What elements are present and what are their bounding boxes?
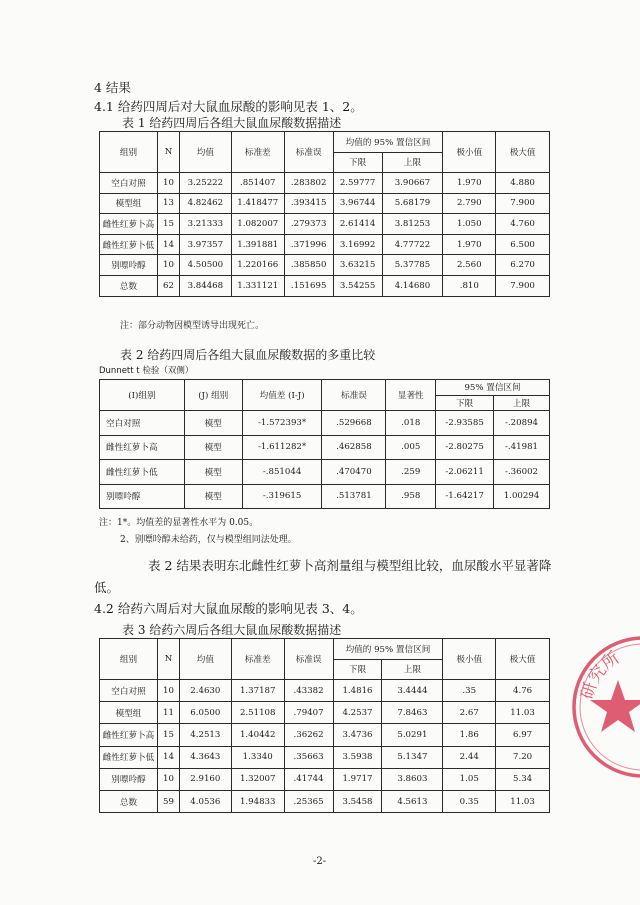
table-cell: .851407	[231, 173, 284, 194]
table-cell: 1.418477	[231, 193, 284, 214]
table-cell: 3.96744	[333, 193, 382, 214]
t1-header-mean: 均值	[179, 132, 231, 173]
seal-icon	[568, 632, 640, 782]
table-cell: .393415	[284, 193, 333, 214]
t1-header-max: 极大值	[496, 132, 550, 173]
table-cell: 3.5938	[333, 746, 382, 768]
table-cell: 4.14680	[382, 275, 443, 296]
table-cell: 15	[157, 724, 179, 746]
table-cell: -1.572393*	[242, 411, 322, 436]
t2-header-diff: 均值差 (I-J)	[242, 380, 322, 411]
table-cell: .513781	[322, 484, 386, 509]
table-cell: .79407	[284, 702, 333, 724]
table-cell: 14	[157, 746, 179, 768]
table-cell: 2.560	[443, 255, 496, 276]
table-cell: 4.2537	[333, 702, 382, 724]
t3-header-ci-lower: 下限	[333, 659, 382, 680]
t3-header-group: 组别	[100, 639, 158, 680]
table-cell: .35	[443, 680, 496, 702]
t2-header-ci: 95% 置信区间	[436, 380, 550, 396]
t1-header-ci-lower: 下限	[333, 152, 382, 173]
subsection-heading-4-1: 4.1 给药四周后对大鼠血尿酸的影响见表 1、2。	[94, 99, 363, 114]
table-cell: 2.4630	[179, 680, 231, 702]
table-cell: 2.44	[443, 746, 496, 768]
table-cell: 3.21333	[179, 214, 231, 235]
table3-row	[100, 746, 550, 768]
t1-header-se: 标准误	[284, 132, 333, 173]
table-cell: 1.40442	[231, 724, 284, 746]
table-cell: 5.0291	[382, 724, 443, 746]
table-cell: 2.790	[443, 193, 496, 214]
table-cell: .371996	[284, 234, 333, 255]
table2	[99, 379, 550, 509]
table3-caption: 表 3 给药六周后各组大鼠血尿酸数据描述	[122, 623, 342, 637]
table-cell: .462858	[322, 435, 386, 460]
table-cell: 2.51108	[231, 702, 284, 724]
table-cell: 1.4816	[333, 680, 382, 702]
row-label-cell: 总数	[100, 790, 158, 812]
row-label-cell: 别嘌呤醇	[100, 484, 185, 509]
table-cell: 3.4736	[333, 724, 382, 746]
t1-header-min: 极小值	[443, 132, 496, 173]
table-cell: 模型	[184, 460, 242, 485]
table-cell: 2.61414	[333, 214, 382, 235]
table-cell: 模型	[184, 484, 242, 509]
subsection-heading-4-2: 4.2 给药六周后对大鼠血尿酸的影响见表 3、4。	[94, 601, 363, 616]
table3	[99, 638, 550, 813]
table-cell: 13	[157, 193, 179, 214]
table-cell: .259	[386, 460, 436, 485]
table-cell: .283802	[284, 173, 333, 194]
table-cell: 1.391881	[231, 234, 284, 255]
table3-row	[100, 702, 550, 724]
table1-caption: 表 1 给药四周后各组大鼠血尿酸数据描述	[122, 116, 342, 130]
table-cell: 1.32007	[231, 768, 284, 790]
t1-header-n: N	[157, 132, 179, 173]
table-cell: 0.35	[443, 790, 496, 812]
result-paragraph-line1: 表 2 结果表明东北雌性红萝卜高剂量组与模型组比较，血尿酸水平显著降	[148, 558, 552, 573]
t1-header-sd: 标准差	[231, 132, 284, 173]
table-cell: 模型	[184, 435, 242, 460]
table-cell: 4.3643	[179, 746, 231, 768]
table-cell: .958	[386, 484, 436, 509]
table-cell: 3.8603	[382, 768, 443, 790]
t2-header-se: 标准误	[322, 380, 386, 411]
table-cell: 7.900	[496, 193, 550, 214]
row-label-cell: 雌性红萝卜高	[100, 435, 185, 460]
table-cell: -2.93585	[436, 411, 494, 436]
table-cell: 10	[157, 768, 179, 790]
table-cell: 3.4444	[382, 680, 443, 702]
table-cell: .279373	[284, 214, 333, 235]
table-cell: .470470	[322, 460, 386, 485]
row-label-cell: 空白对照	[100, 680, 158, 702]
table-cell: 7.8463	[382, 702, 443, 724]
row-label-cell: 雌性红萝卜低	[100, 746, 158, 768]
table-cell: 3.25222	[179, 173, 231, 194]
table-cell: 1.05	[443, 768, 496, 790]
row-label-cell: 雌性红萝卜低	[100, 460, 185, 485]
table-cell: 4.5613	[382, 790, 443, 812]
table-cell: 1.050	[443, 214, 496, 235]
table-cell: 1.082007	[231, 214, 284, 235]
table2-caption: 表 2 给药四周后各组大鼠血尿酸数据的多重比较	[120, 348, 376, 362]
t1-header-ci-upper: 上限	[382, 152, 443, 173]
table-cell: 11.03	[496, 790, 550, 812]
t3-header-sd: 标准差	[231, 639, 284, 680]
table1-row	[100, 234, 550, 255]
table-cell: -.319615	[242, 484, 322, 509]
t3-header-mean: 均值	[179, 639, 231, 680]
table1-row	[100, 214, 550, 235]
table-cell: .005	[386, 435, 436, 460]
table1-row	[100, 275, 550, 296]
table1	[99, 131, 550, 297]
table-cell: 3.97357	[179, 234, 231, 255]
table2-row	[100, 460, 550, 485]
table-cell: 3.63215	[333, 255, 382, 276]
table-cell: .385850	[284, 255, 333, 276]
table-cell: .151695	[284, 275, 333, 296]
table-cell: 3.54255	[333, 275, 382, 296]
t3-header-ci-upper: 上限	[382, 659, 443, 680]
table2-row	[100, 411, 550, 436]
t3-header-se: 标准误	[284, 639, 333, 680]
table-cell: 模型	[184, 411, 242, 436]
table-cell: 3.84468	[179, 275, 231, 296]
table-cell: 4.77722	[382, 234, 443, 255]
table-cell: .35663	[284, 746, 333, 768]
table1-note: 注：部分动物因模型诱导出现死亡。	[120, 321, 265, 331]
row-label-cell: 模型组	[100, 702, 158, 724]
table-cell: .36262	[284, 724, 333, 746]
t3-header-ci: 均值的 95% 置信区间	[333, 639, 443, 660]
t2-header-ci-lower: 下限	[436, 395, 494, 411]
table-cell: .018	[386, 411, 436, 436]
red-seal-stamp	[568, 632, 640, 782]
table-cell: 4.76	[496, 680, 550, 702]
table3-row	[100, 768, 550, 790]
table-cell: 14	[157, 234, 179, 255]
table-cell: -1.611282*	[242, 435, 322, 460]
table-cell: 11	[157, 702, 179, 724]
table2-note-2: 2、别嘌呤醇未给药，仅与模型组同法处理。	[120, 535, 297, 545]
table-cell: 4.50500	[179, 255, 231, 276]
t3-header-max: 极大值	[496, 639, 550, 680]
table-cell: -.20894	[494, 411, 550, 436]
table-cell: 3.81253	[382, 214, 443, 235]
table-cell: 1.970	[443, 173, 496, 194]
table1-row	[100, 173, 550, 194]
table-cell: -1.64217	[436, 484, 494, 509]
table-cell: 3.90667	[382, 173, 443, 194]
table3-row	[100, 724, 550, 746]
table-cell: 59	[157, 790, 179, 812]
row-label-cell: 总数	[100, 275, 158, 296]
table-cell: 2.59777	[333, 173, 382, 194]
table-cell: .41744	[284, 768, 333, 790]
table2-row	[100, 435, 550, 460]
table-cell: 5.34	[496, 768, 550, 790]
t3-header-n: N	[157, 639, 179, 680]
svg-text:研究所: 研究所	[577, 648, 624, 702]
table-cell: 1.220166	[231, 255, 284, 276]
table-cell: 3.16992	[333, 234, 382, 255]
t2-header-j: (J) 组别	[184, 380, 242, 411]
table-cell: 4.2513	[179, 724, 231, 746]
table1-row	[100, 255, 550, 276]
table-cell: 3.5458	[333, 790, 382, 812]
table-cell: 4.82462	[179, 193, 231, 214]
table-cell: 15	[157, 214, 179, 235]
table-cell: 10	[157, 173, 179, 194]
table-cell: 2.9160	[179, 768, 231, 790]
table-cell: -2.80275	[436, 435, 494, 460]
table3-row	[100, 680, 550, 702]
table-cell: 1.3340	[231, 746, 284, 768]
row-label-cell: 雌性红萝卜高	[100, 214, 158, 235]
table-cell: 11.03	[496, 702, 550, 724]
table-cell: 5.1347	[382, 746, 443, 768]
table-cell: .43382	[284, 680, 333, 702]
table-cell: 10	[157, 680, 179, 702]
table2-subtitle: Dunnett t 检验（双侧）	[99, 366, 194, 376]
table2-row	[100, 484, 550, 509]
result-paragraph-line2: 低。	[94, 580, 120, 595]
table-cell: 7.20	[496, 746, 550, 768]
table-cell: 4.0536	[179, 790, 231, 812]
table-cell: 2.67	[443, 702, 496, 724]
table-cell: -.41981	[494, 435, 550, 460]
row-label-cell: 空白对照	[100, 411, 185, 436]
table-cell: 5.37785	[382, 255, 443, 276]
table-cell: 1.00294	[494, 484, 550, 509]
table2-note-1: 注：1*。均值差的显著性水平为 0.05。	[99, 518, 259, 528]
table-cell: 1.9717	[333, 768, 382, 790]
table-cell: 5.68179	[382, 193, 443, 214]
row-label-cell: 别嘌呤醇	[100, 255, 158, 276]
table-cell: .529668	[322, 411, 386, 436]
table-cell: 1.331121	[231, 275, 284, 296]
row-label-cell: 雌性红萝卜低	[100, 234, 158, 255]
table-cell: .810	[443, 275, 496, 296]
t3-header-min: 极小值	[443, 639, 496, 680]
table-cell: 4.760	[496, 214, 550, 235]
table-cell: 7.900	[496, 275, 550, 296]
row-label-cell: 空白对照	[100, 173, 158, 194]
table-cell: -2.06211	[436, 460, 494, 485]
row-label-cell: 雌性红萝卜高	[100, 724, 158, 746]
page-number: -2-	[313, 856, 327, 867]
table-cell: 10	[157, 255, 179, 276]
table1-row	[100, 193, 550, 214]
table-cell: -.851044	[242, 460, 322, 485]
table-cell: 4.880	[496, 173, 550, 194]
t1-header-group: 组别	[100, 132, 158, 173]
t2-header-ci-upper: 上限	[494, 395, 550, 411]
row-label-cell: 别嘌呤醇	[100, 768, 158, 790]
section-heading: 4 结果	[94, 80, 131, 95]
row-label-cell: 模型组	[100, 193, 158, 214]
table3-row	[100, 790, 550, 812]
table-cell: 62	[157, 275, 179, 296]
t1-header-ci: 均值的 95% 置信区间	[333, 132, 443, 153]
table-cell: 6.0500	[179, 702, 231, 724]
table-cell: 6.270	[496, 255, 550, 276]
table-cell: 1.86	[443, 724, 496, 746]
table-cell: -.36002	[494, 460, 550, 485]
table-cell: 6.500	[496, 234, 550, 255]
t2-header-sig: 显著性	[386, 380, 436, 411]
table-cell: 1.94833	[231, 790, 284, 812]
t2-header-i: (I)组别	[100, 380, 185, 411]
table-cell: 1.970	[443, 234, 496, 255]
table-cell: 6.97	[496, 724, 550, 746]
table-cell: .25365	[284, 790, 333, 812]
table-cell: 1.37187	[231, 680, 284, 702]
